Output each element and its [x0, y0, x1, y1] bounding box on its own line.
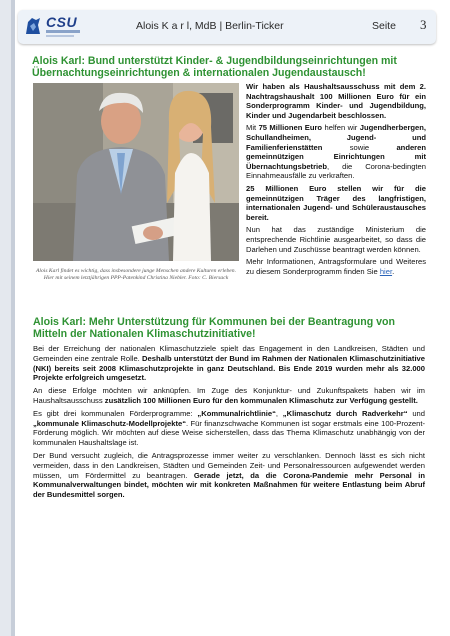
photo-illustration	[33, 83, 239, 261]
article1-p1-bold: Wir haben als Haushaltsausschuss mit dem 2. Nachtragshaushalt 100 Millionen Euro für ein Sonderprogramm Kinder- und Jugendbildung, Kinder und Jugendarbeit beschlossen.	[246, 82, 426, 120]
article1-p2-d: Jugendherbergen, Schullandheimen, Jugend- und Familienferienstätten	[246, 123, 427, 152]
article2-p1-b: Deshalb unterstützt der Bund im Rahmen der Nationalen Klimaschutzinitiative (NKI) bereits seit 2008 Klimaschutzprojekte in ganz Deutschland. Bis Ende 2019 wurden mehr als 32.000 Projekte erfolgreich umgesetzt.	[33, 353, 425, 383]
page-label: Seite	[372, 20, 396, 32]
csu-logo	[24, 14, 80, 40]
article1-paragraph-3	[246, 184, 426, 222]
article2-headline: Alois Karl: Mehr Unterstützung für Kommunen bei der Beantragung von Mitteln der Nationalen Klimaschutzinitiative!	[33, 316, 395, 341]
photo-caption: Alois Karl findet es wichtig, dass insbesondere junge Menschen andere Kulturen erleben. Hier mit seinem letztjährigen PPP-Patenkind Christina Niebler. Foto: C. Biersack	[36, 268, 236, 282]
article2-paragraph-2	[33, 386, 425, 406]
logo-subline	[46, 30, 80, 33]
article2-paragraph-1	[33, 344, 425, 383]
article1-photo	[33, 83, 239, 261]
article2-paragraph-3	[33, 409, 425, 448]
article1-paragraph-1	[246, 82, 426, 120]
header-title: Alois K a r l, MdB | Berlin-Ticker	[136, 20, 284, 32]
article2-p3-g: . Für finanzschwache Kommunen ist sogar erstmals eine 100-Prozent-Förderung möglich. Wir möchten auf diese Weise sicherstellen, dass das Thema Klimaschutz unabhängig von der kommunalen Haushaltslage ist.	[33, 418, 426, 448]
article1-p2-f: anderen gemeinnützigen Einrichtungen mit Übernachtungsbetrieb	[246, 142, 426, 171]
article1-paragraph-4: Nun hat das zuständige Ministerium die entsprechende Richtlinie ausgearbeitet, so dass die Darlehen und Zuschüsse beantragt werden können.	[246, 225, 426, 254]
article2-p3-e: und	[407, 408, 425, 418]
article2-body	[33, 344, 425, 503]
article1-p2-b: 75 Millionen Euro	[258, 123, 323, 133]
article1-p2-a: Mit	[246, 123, 259, 133]
page-number: 3	[420, 17, 427, 32]
article2-p4-b: Gerade jetzt, da die Corona-Pandemie mehr Personal in Kommunalverwaltungen bindet, möchten wir mit konkreten Maßnahmen für weitere Entlastung beim Abruf der Bundesmittel sorgen.	[33, 470, 425, 500]
left-margin-stripe-inner	[11, 0, 15, 636]
lion-emblem-icon	[24, 16, 42, 36]
article2-p3-d: „Klimaschutz durch Radverkehr“	[282, 408, 408, 418]
article2-p1-a: Bei der Erreichung der nationalen Klimaschutzziele spielt das Engagement in den Landkreisen, Städten und Gemeinden eine zentrale Rolle.	[33, 344, 425, 363]
article2-p2-a: An diese Erfolge möchten wir anknüpfen. Im Zuge des Konjunktur- und Zukunftspakets haben wir im Haushaltsausschuss	[33, 386, 425, 405]
article1-p2-g: , die Corona-bedingten Einnahmeausfälle zu verkraften.	[246, 161, 426, 181]
article2-p3-a: Es gibt drei kommunalen Förderprogramme:	[33, 408, 198, 418]
article1-p5-a: Mehr Informationen, Antragsformulare und Weiteres zu diesem Sonderprogramm finden Sie	[246, 257, 426, 276]
article2-p2-b: zusätzlich 100 Millionen Euro für den kommunalen Klimaschutz zur Verfügung gestellt.	[104, 395, 418, 405]
logo-subline-2	[46, 35, 74, 37]
more-info-link[interactable]: hier	[379, 266, 393, 276]
article2-p3-f: „kommunale Klimaschutz-Modellprojekte“	[33, 418, 187, 428]
article1-text-column	[246, 82, 426, 279]
left-margin-stripe	[0, 0, 11, 636]
article2-p3-b: „Kommunalrichtlinie“	[197, 408, 276, 418]
article1-p5-end: .	[392, 266, 395, 276]
article2-p3-c: ,	[275, 408, 283, 418]
article2-p4-a: Der Bund versucht zugleich, die Antragsprozesse immer weiter zu verschlanken. Dennoch lässt es sich nicht vermeiden, dass in den Landkreisen, Städten und Gemeinden Zeit- und Personalressourcen aufgewendet werden müssen, um Fördermittel zu beantragen.	[33, 450, 425, 480]
article1-p3-bold: 25 Millionen Euro stellen wir für die gemeinnützigen Träger des langfristigen, internationalen Jugend- und Schüleraustausches bereit.	[246, 183, 426, 222]
article1-paragraph-5	[246, 257, 426, 276]
page-header	[18, 10, 436, 44]
article1-p2-c: helfen wir	[322, 123, 360, 133]
logo-text: CSU	[46, 14, 78, 30]
article2-paragraph-4	[33, 451, 425, 500]
article1-paragraph-2	[246, 123, 426, 181]
article1-headline: Alois Karl: Bund unterstützt Kinder- & Jugendbildungseinrichtungen mit Übernachtungseinrichtungen & internationalen Jugendaustausch!	[32, 55, 397, 80]
article1-p2-e: sowie	[322, 142, 397, 152]
